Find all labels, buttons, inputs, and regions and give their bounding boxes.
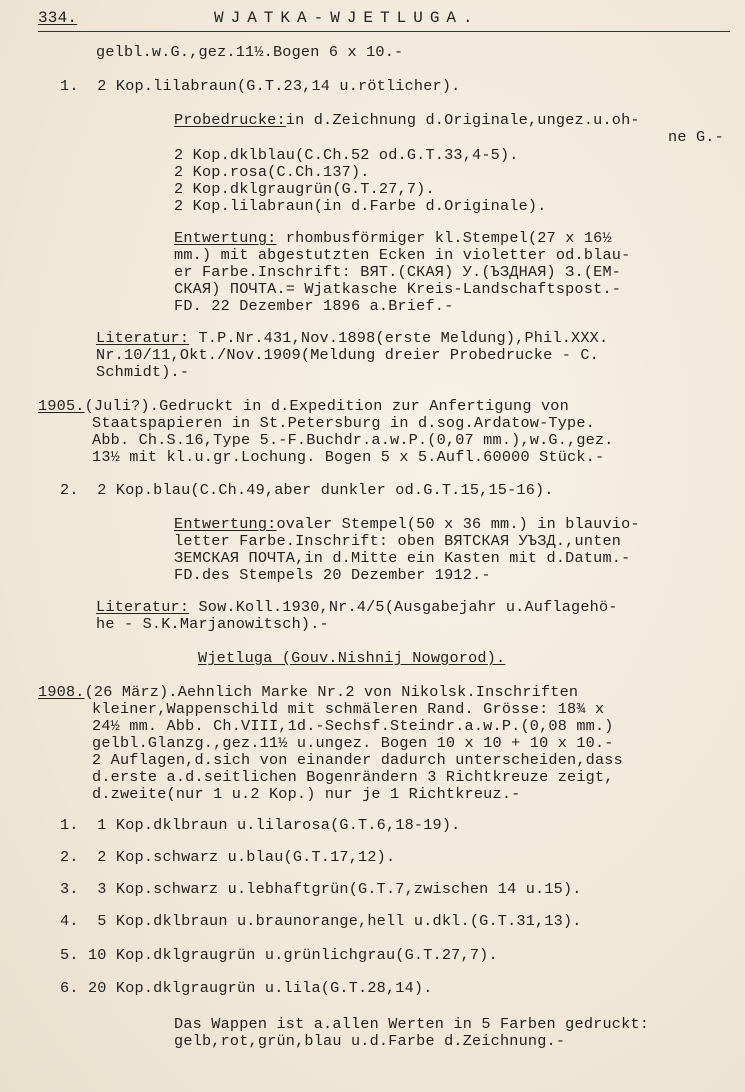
- text-line: Literatur: T.P.Nr.431,Nov.1898(erste Meldung),Phil.XXX.: [96, 329, 609, 347]
- stamp-entry: 4. 5 Kop.dklbraun u.braunorange,hell u.dkl.(G.T.31,13).: [60, 912, 582, 930]
- section-label: Probedrucke:: [174, 111, 286, 129]
- text-line: Abb. Ch.S.16,Type 5.-F.Buchdr.a.w.P.(0,07 mm.),w.G.,gez.: [92, 431, 614, 449]
- text-line: letter Farbe.Inschrift: oben ВЯТСКАЯ УЪЗД.,unten: [174, 532, 622, 550]
- page-title: WJATKA-WJETLUGA.: [214, 9, 480, 27]
- stamp-entry: 1. 1 Kop.dklbraun u.lilarosa(G.T.6,18-19).: [60, 816, 461, 834]
- text-line: 2 Kop.dklgraugrün(G.T.27,7).: [174, 180, 435, 198]
- section-heading: Wjetluga (Gouv.Nishnij Nowgorod).: [198, 649, 506, 667]
- stamp-entry: 5. 10 Kop.dklgraugrün u.grünlichgrau(G.T.27,7).: [60, 946, 498, 964]
- section-label: Literatur:: [96, 329, 190, 347]
- text-line: mm.) mit abgestutzten Ecken in violetter od.blau-: [174, 246, 631, 264]
- header-rule: [38, 31, 730, 32]
- text-line: gelbl.w.G.,gez.11½.Bogen 6 x 10.-: [96, 43, 404, 61]
- text-line: 13½ mit kl.u.gr.Lochung. Bogen 5 x 5.Aufl.60000 Stück.-: [92, 448, 605, 466]
- text-line: 2 Kop.lilabraun(in d.Farbe d.Originale).: [174, 197, 547, 215]
- text-line: d.erste a.d.seitlichen Bogenrändern 3 Richtkreuze zeigt,: [92, 768, 614, 786]
- text-line: ЗЕМСКАЯ ПОЧТА,in d.Mitte ein Kasten mit d.Datum.-: [174, 549, 631, 567]
- section-label: Entwertung:: [174, 229, 277, 247]
- year-label: 1905.: [38, 397, 85, 415]
- text-line: Probedrucke:in d.Zeichnung d.Originale,ungez.u.oh-: [174, 111, 640, 129]
- text-line: Entwertung:ovaler Stempel(50 x 36 mm.) in blauvio-: [174, 515, 640, 533]
- text-line: d.zweite(nur 1 u.2 Kop.) nur je 1 Richtkreuz.-: [92, 785, 521, 803]
- text-line: 2 Kop.rosa(C.Ch.137).: [174, 163, 370, 181]
- text-line: gelbl.Glanzg.,gez.11½ u.ungez. Bogen 10 x 10 + 10 x 10.-: [92, 734, 614, 752]
- stamp-entry: 1. 2 Kop.lilabraun(G.T.23,14 u.rötlicher).: [60, 77, 461, 95]
- text-line: 2 Auflagen,d.sich von einander dadurch unterscheiden,dass: [92, 751, 623, 769]
- text-line: Nr.10/11,Okt./Nov.1909(Meldung dreier Probedrucke - C.: [96, 346, 599, 364]
- text-line: Entwertung: rhombusförmiger kl.Stempel(27 x 16½: [174, 229, 612, 247]
- text-line: Schmidt).-: [96, 363, 190, 381]
- section-label: Entwertung:: [174, 515, 277, 533]
- text-line: he - S.K.Marjanowitsch).-: [96, 615, 329, 633]
- year-label: 1908.: [38, 683, 85, 701]
- text-line: СКАЯ) ПОЧТА.= Wjatkasche Kreis-Landschaftspost.-: [174, 280, 622, 298]
- text-line: 1908.(26 März).Aehnlich Marke Nr.2 von Nikolsk.Inschriften: [38, 683, 579, 701]
- stamp-entry: 6. 20 Kop.dklgraugrün u.lila(G.T.28,14).: [60, 979, 433, 997]
- text-line: Staatspapieren in St.Petersburg in d.sog.Ardatow-Type.: [92, 414, 595, 432]
- text-line: kleiner,Wappenschild mit schmäleren Rand. Grösse: 18¾ x: [92, 700, 605, 718]
- stamp-entry: 2. 2 Kop.schwarz u.blau(G.T.17,12).: [60, 848, 396, 866]
- page-number: 334.: [38, 9, 78, 27]
- text-line: 1905.(Juli?).Gedruckt in d.Expedition zur Anfertigung von: [38, 397, 569, 415]
- text-line: Literatur: Sow.Koll.1930,Nr.4/5(Ausgabejahr u.Auflagehö-: [96, 598, 618, 616]
- text-line: gelb,rot,grün,blau u.d.Farbe d.Zeichnung.-: [174, 1032, 566, 1050]
- stamp-entry: 3. 3 Kop.schwarz u.lebhaftgrün(G.T.7,zwischen 14 u.15).: [60, 880, 582, 898]
- text-line: 2 Kop.dklblau(C.Ch.52 od.G.T.33,4-5).: [174, 146, 519, 164]
- section-label: Literatur:: [96, 598, 190, 616]
- text-line: FD. 22 Dezember 1896 a.Brief.-: [174, 297, 454, 315]
- text-line: Das Wappen ist a.allen Werten in 5 Farben gedruckt:: [174, 1015, 650, 1033]
- text-line: ne G.-: [668, 128, 724, 146]
- text-line: FD.des Stempels 20 Dezember 1912.-: [174, 566, 491, 584]
- text-line: 24½ mm. Abb. Ch.VIII,1d.-Sechsf.Steindr.a.w.P.(0,08 mm.): [92, 717, 614, 735]
- stamp-entry: 2. 2 Kop.blau(C.Ch.49,aber dunkler od.G.T.15,15-16).: [60, 481, 554, 499]
- text-line: er Farbe.Inschrift: ВЯТ.(СКАЯ) У.(ЪЗДНАЯ) З.(ЕМ-: [174, 263, 622, 281]
